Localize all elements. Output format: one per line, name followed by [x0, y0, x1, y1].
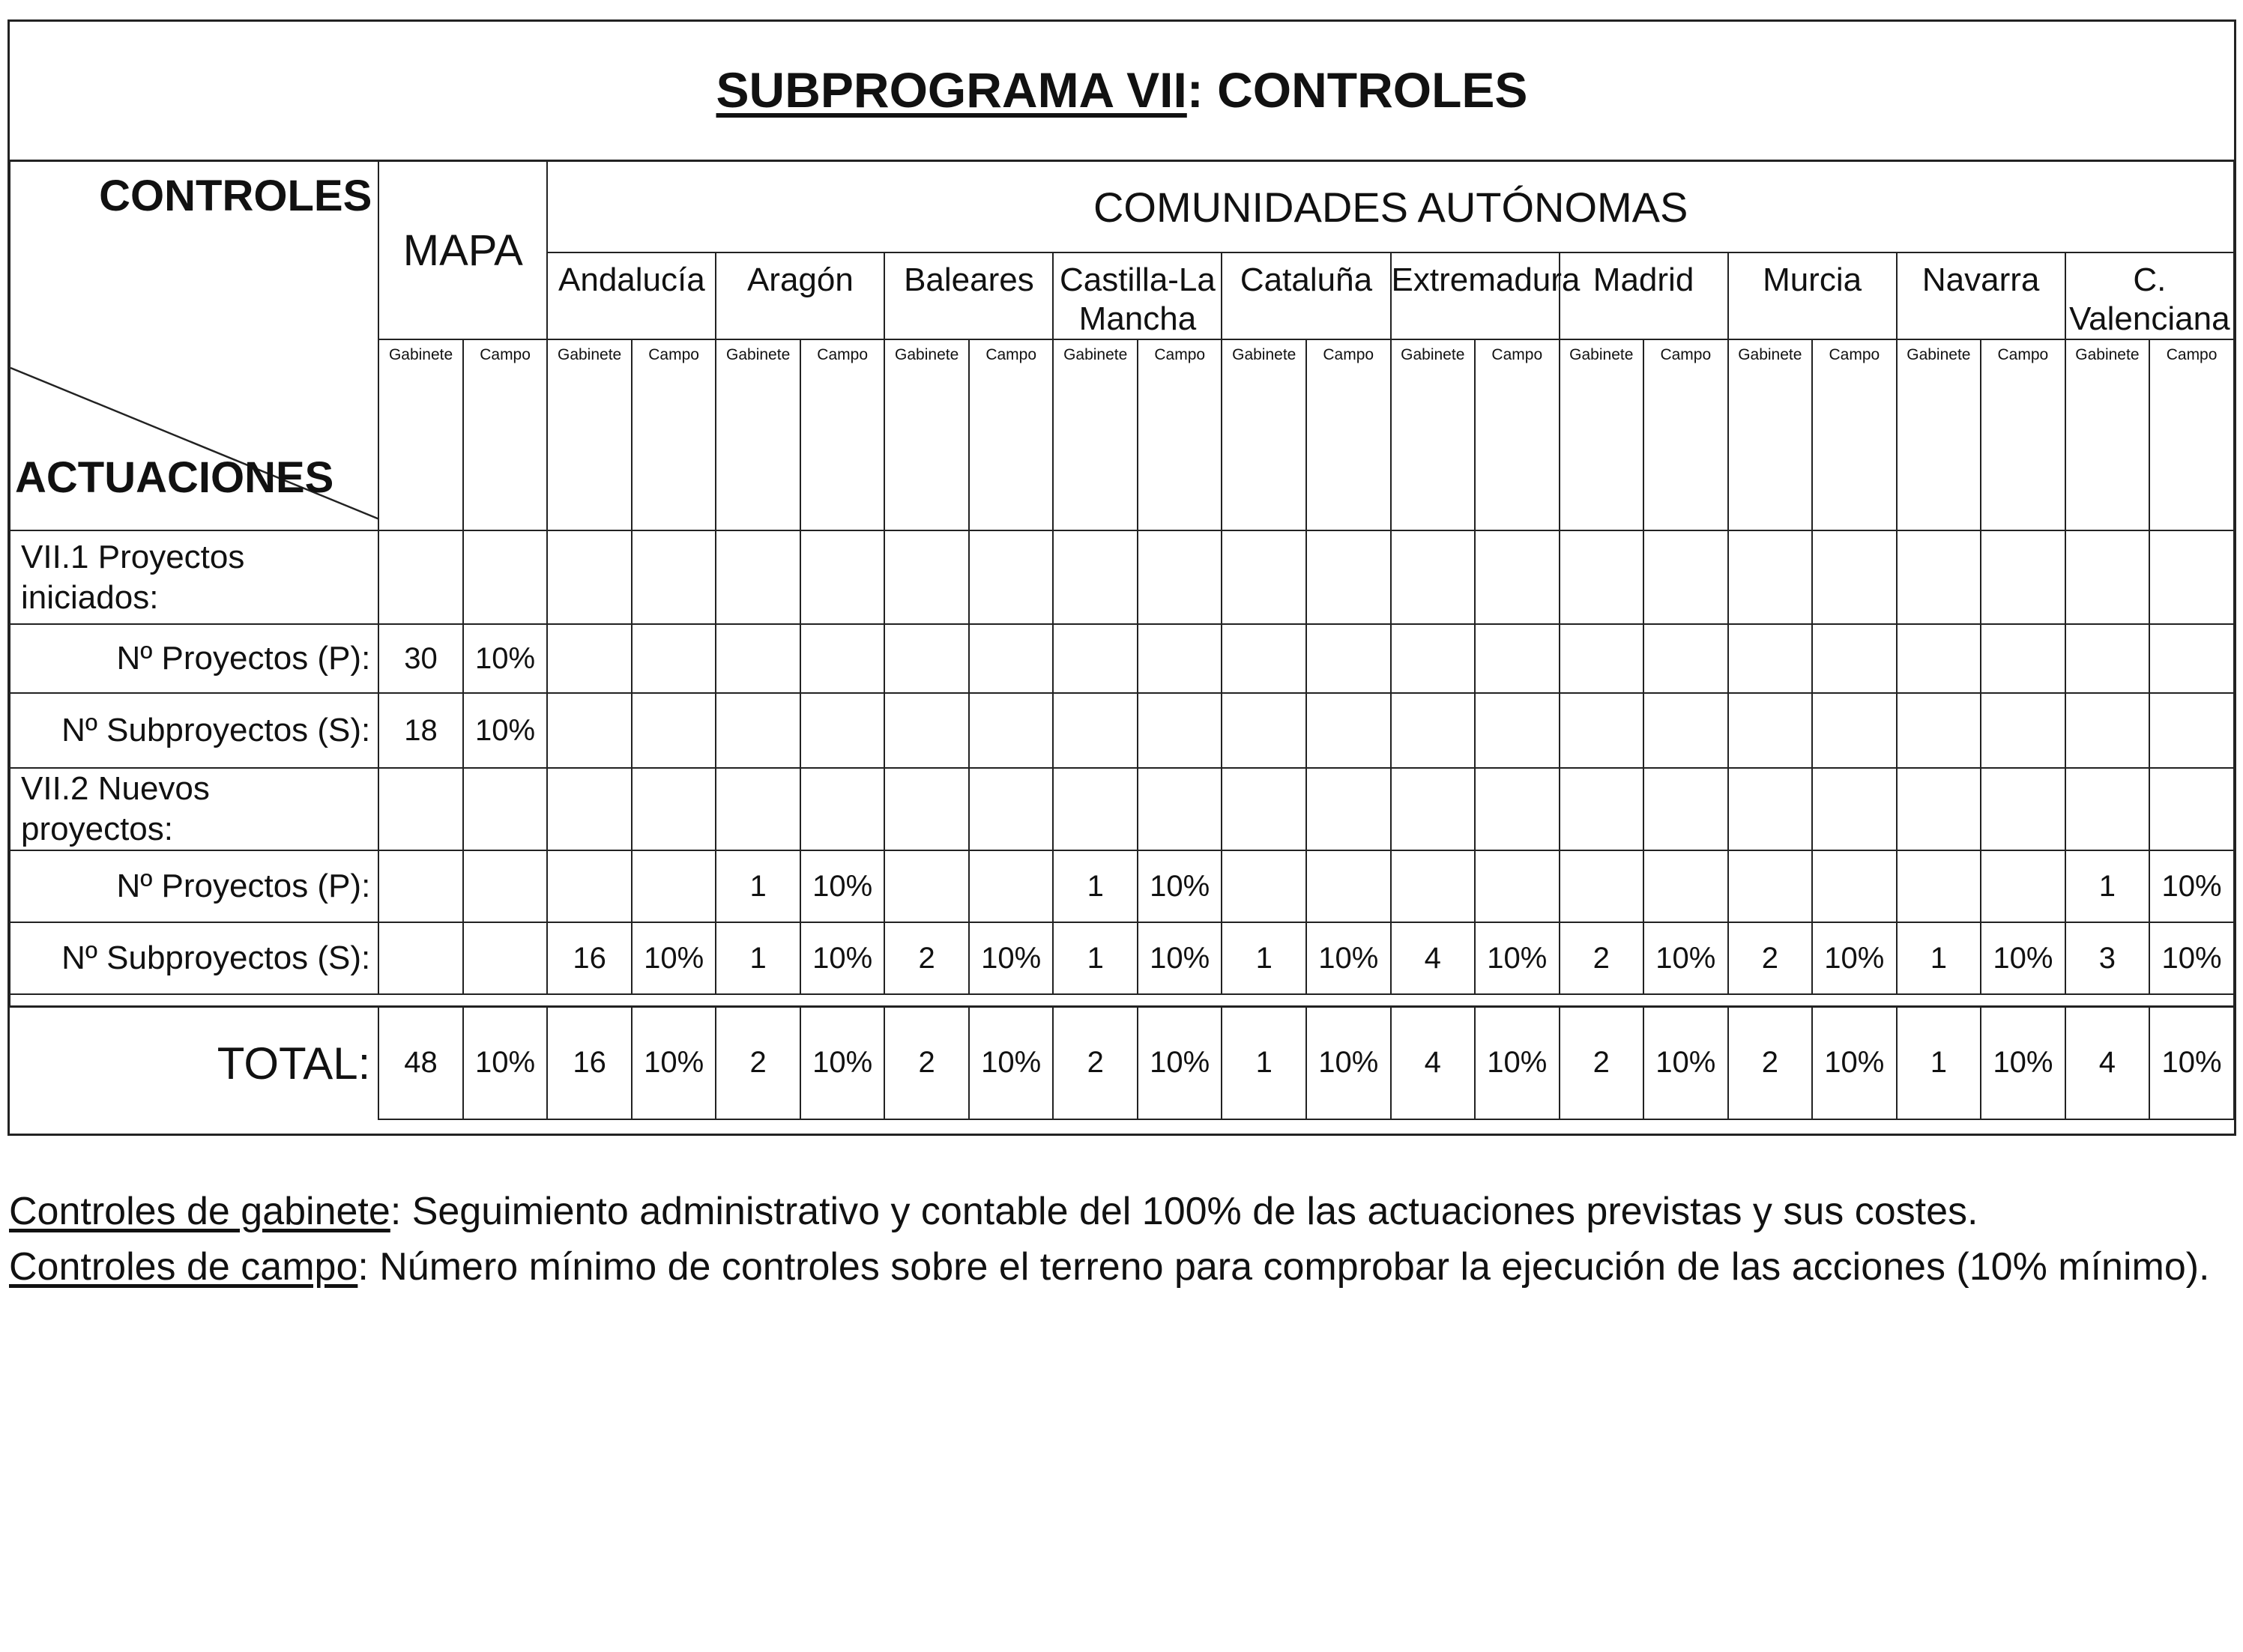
cell-campo — [632, 693, 716, 768]
cell-gabinete: 1 — [1222, 922, 1306, 994]
cell-campo — [2149, 693, 2234, 768]
cell-gabinete — [378, 768, 463, 850]
subheader-campo: Campo — [1138, 339, 1222, 530]
note-campo-text: : Número mínimo de controles sobre el terreno para comprobar la ejecución de las acciones (10% mínimo). — [357, 1245, 2210, 1289]
total-gabinete: 4 — [2065, 1007, 2150, 1119]
table-row — [10, 624, 2234, 693]
region-header: Aragón — [716, 252, 884, 339]
region-header: Cataluña — [1222, 252, 1390, 339]
cell-gabinete — [1897, 850, 1981, 922]
cell-campo — [632, 530, 716, 624]
total-gabinete: 2 — [884, 1007, 969, 1119]
cell-campo — [969, 693, 1054, 768]
table-row — [10, 693, 2234, 768]
subheader-gabinete: Gabinete — [1728, 339, 1813, 530]
cell-gabinete — [1222, 850, 1306, 922]
section-row — [10, 530, 2234, 624]
cell-campo — [1981, 768, 2065, 850]
region-header: Andalucía — [547, 252, 716, 339]
region-header: Navarra — [1897, 252, 2065, 339]
cell-gabinete: 2 — [1560, 922, 1644, 994]
cell-campo — [1138, 530, 1222, 624]
cell-gabinete: 1 — [1897, 922, 1981, 994]
cell-campo — [1306, 530, 1391, 624]
cell-gabinete — [1728, 693, 1813, 768]
cell-campo: 10% — [463, 693, 548, 768]
row-label: VII.1 Proyectos iniciados: — [10, 530, 378, 624]
cell-campo: 10% — [463, 624, 548, 693]
total-gabinete: 1 — [1897, 1007, 1981, 1119]
cell-gabinete — [716, 768, 800, 850]
cell-gabinete — [2065, 693, 2150, 768]
cell-gabinete — [1053, 530, 1138, 624]
subheader-campo: Campo — [1306, 339, 1391, 530]
cell-campo: 10% — [1138, 850, 1222, 922]
total-campo: 10% — [1981, 1007, 2065, 1119]
cell-gabinete — [378, 850, 463, 922]
cell-gabinete — [1391, 850, 1476, 922]
cell-campo: 10% — [2149, 850, 2234, 922]
cell-gabinete — [2065, 530, 2150, 624]
cell-gabinete — [547, 768, 632, 850]
cell-campo — [1981, 693, 2065, 768]
subheader-gabinete: Gabinete — [1560, 339, 1644, 530]
total-row — [10, 1007, 2234, 1119]
region-header: Baleares — [884, 252, 1053, 339]
subheader-gabinete: Gabinete — [547, 339, 632, 530]
cell-gabinete — [884, 693, 969, 768]
cell-campo — [1306, 624, 1391, 693]
cell-campo — [969, 850, 1054, 922]
subheader-gabinete: Gabinete — [716, 339, 800, 530]
cell-gabinete — [547, 693, 632, 768]
cell-campo: 10% — [1981, 922, 2065, 994]
cell-gabinete: 1 — [716, 850, 800, 922]
total-label: TOTAL: — [10, 1007, 378, 1119]
cell-gabinete — [1560, 693, 1644, 768]
cell-campo — [800, 768, 885, 850]
cell-campo — [1643, 530, 1728, 624]
subheader-campo: Campo — [2149, 339, 2234, 530]
cell-gabinete — [1391, 768, 1476, 850]
total-gabinete: 1 — [1222, 1007, 1306, 1119]
cell-gabinete — [884, 850, 969, 922]
cell-campo — [463, 922, 548, 994]
row-label: Nº Proyectos (P): — [10, 850, 378, 922]
cell-gabinete: 1 — [2065, 850, 2150, 922]
cell-campo — [2149, 624, 2234, 693]
cell-campo — [1981, 850, 2065, 922]
cell-gabinete — [1897, 530, 1981, 624]
cell-campo — [1812, 530, 1897, 624]
cell-campo — [632, 850, 716, 922]
cell-gabinete — [884, 624, 969, 693]
cell-campo: 10% — [2149, 922, 2234, 994]
cell-campo — [800, 530, 885, 624]
row-label: Nº Subproyectos (S): — [10, 693, 378, 768]
cell-gabinete — [1391, 693, 1476, 768]
row-label: VII.2 Nuevos proyectos: — [10, 768, 378, 850]
cell-gabinete — [1897, 693, 1981, 768]
title-subprogram: SUBPROGRAMA VII — [716, 61, 1187, 118]
corner-controles: CONTROLES — [99, 172, 372, 220]
subheader-campo: Campo — [1475, 339, 1560, 530]
section-row — [10, 768, 2234, 850]
cell-campo — [1812, 693, 1897, 768]
subheader-gabinete: Gabinete — [1391, 339, 1476, 530]
cell-campo — [1812, 624, 1897, 693]
note-gabinete — [9, 1184, 2227, 1239]
cell-campo — [1475, 850, 1560, 922]
cell-campo — [463, 768, 548, 850]
cell-campo — [1475, 768, 1560, 850]
cell-campo — [463, 530, 548, 624]
note-gabinete-term: Controles de gabinete — [9, 1190, 390, 1233]
cell-campo: 10% — [1306, 922, 1391, 994]
cell-campo: 10% — [1812, 922, 1897, 994]
cell-gabinete: 4 — [1391, 922, 1476, 994]
cell-gabinete: 16 — [547, 922, 632, 994]
cell-campo — [969, 530, 1054, 624]
cell-campo: 10% — [800, 850, 885, 922]
subheader-campo: Campo — [969, 339, 1054, 530]
cell-campo — [1643, 693, 1728, 768]
cell-gabinete — [1560, 768, 1644, 850]
cell-gabinete — [1053, 693, 1138, 768]
cell-gabinete — [1560, 530, 1644, 624]
cell-gabinete — [884, 768, 969, 850]
subheader-gabinete: Gabinete — [2065, 339, 2150, 530]
cell-gabinete — [1560, 624, 1644, 693]
separator-row — [10, 994, 2234, 1007]
total-campo: 10% — [2149, 1007, 2234, 1119]
table-row — [10, 922, 2234, 994]
cell-campo — [1812, 768, 1897, 850]
total-campo: 10% — [1138, 1007, 1222, 1119]
total-gabinete: 2 — [1728, 1007, 1813, 1119]
cell-campo — [1138, 693, 1222, 768]
region-header: Madrid — [1560, 252, 1728, 339]
cell-campo: 10% — [1643, 922, 1728, 994]
cell-campo — [1138, 624, 1222, 693]
cell-gabinete: 2 — [884, 922, 969, 994]
cell-gabinete — [378, 530, 463, 624]
cell-campo: 10% — [1138, 922, 1222, 994]
total-gabinete: 2 — [1560, 1007, 1644, 1119]
subheader-campo: Campo — [800, 339, 885, 530]
total-gabinete: 16 — [547, 1007, 632, 1119]
total-campo: 10% — [1643, 1007, 1728, 1119]
cell-campo — [1812, 850, 1897, 922]
cell-gabinete — [547, 850, 632, 922]
row-label: Nº Subproyectos (S): — [10, 922, 378, 994]
table-row — [10, 850, 2234, 922]
cell-gabinete — [1897, 768, 1981, 850]
cell-campo — [463, 850, 548, 922]
cell-gabinete — [1391, 624, 1476, 693]
cell-campo — [800, 693, 885, 768]
cell-gabinete — [1728, 530, 1813, 624]
cell-gabinete — [1728, 624, 1813, 693]
total-campo: 10% — [800, 1007, 885, 1119]
subheader-gabinete: Gabinete — [884, 339, 969, 530]
subheader-gabinete: Gabinete — [378, 339, 463, 530]
cell-gabinete — [547, 530, 632, 624]
total-gabinete: 2 — [716, 1007, 800, 1119]
corner-actuaciones: ACTUACIONES — [15, 453, 334, 502]
cell-gabinete — [1560, 850, 1644, 922]
cell-campo — [1306, 693, 1391, 768]
note-campo — [9, 1239, 2227, 1295]
total-gabinete: 48 — [378, 1007, 463, 1119]
header-mapa: MAPA — [378, 161, 547, 339]
region-header: Castilla-La Mancha — [1053, 252, 1222, 339]
cell-gabinete — [1222, 530, 1306, 624]
subheader-gabinete: Gabinete — [1897, 339, 1981, 530]
cell-campo — [2149, 530, 2234, 624]
cell-gabinete — [716, 530, 800, 624]
cell-campo — [1643, 624, 1728, 693]
region-header: Murcia — [1728, 252, 1897, 339]
cell-campo — [800, 624, 885, 693]
cell-gabinete — [1391, 530, 1476, 624]
cell-gabinete — [1728, 768, 1813, 850]
cell-gabinete — [378, 922, 463, 994]
cell-gabinete — [884, 530, 969, 624]
cell-gabinete — [1222, 768, 1306, 850]
cell-gabinete — [1222, 693, 1306, 768]
cell-campo — [1306, 768, 1391, 850]
subheader-gabinete: Gabinete — [1222, 339, 1306, 530]
cell-campo — [632, 624, 716, 693]
cell-gabinete: 18 — [378, 693, 463, 768]
note-campo-term: Controles de campo — [9, 1245, 358, 1289]
cell-gabinete — [2065, 624, 2150, 693]
row-label: Nº Proyectos (P): — [10, 624, 378, 693]
cell-campo: 10% — [632, 922, 716, 994]
note-gabinete-text: : Seguimiento administrativo y contable del 100% de las actuaciones previstas y sus costes. — [390, 1190, 1978, 1233]
cell-gabinete — [2065, 768, 2150, 850]
header-ccaa: COMUNIDADES AUTÓNOMAS — [547, 161, 2234, 252]
cell-gabinete — [1053, 624, 1138, 693]
cell-campo — [1643, 850, 1728, 922]
subheader-gabinete: Gabinete — [1053, 339, 1138, 530]
cell-campo: 10% — [1475, 922, 1560, 994]
cell-campo — [1475, 530, 1560, 624]
total-campo: 10% — [1812, 1007, 1897, 1119]
cell-gabinete — [1728, 850, 1813, 922]
subheader-campo: Campo — [463, 339, 548, 530]
cell-campo — [1981, 530, 2065, 624]
region-header: Extremadura — [1391, 252, 1560, 339]
cell-campo: 10% — [969, 922, 1054, 994]
cell-gabinete: 1 — [716, 922, 800, 994]
total-campo: 10% — [632, 1007, 716, 1119]
total-campo: 10% — [463, 1007, 548, 1119]
region-header: C. Valenciana — [2065, 252, 2234, 339]
cell-campo — [969, 768, 1054, 850]
total-campo: 10% — [1475, 1007, 1560, 1119]
cell-gabinete: 30 — [378, 624, 463, 693]
cell-gabinete — [1053, 768, 1138, 850]
header-row-top — [10, 161, 2234, 252]
cell-gabinete — [547, 624, 632, 693]
controls-table — [9, 160, 2235, 1120]
cell-campo — [2149, 768, 2234, 850]
cell-campo — [1475, 693, 1560, 768]
total-gabinete: 4 — [1391, 1007, 1476, 1119]
cell-gabinete: 3 — [2065, 922, 2150, 994]
total-campo: 10% — [969, 1007, 1054, 1119]
cell-gabinete — [716, 624, 800, 693]
cell-campo — [1306, 850, 1391, 922]
cell-gabinete: 1 — [1053, 922, 1138, 994]
title-rest: : CONTROLES — [1186, 61, 1528, 118]
subheader-campo: Campo — [1981, 339, 2065, 530]
cell-campo — [1643, 768, 1728, 850]
corner-header — [10, 161, 378, 530]
total-gabinete: 2 — [1053, 1007, 1138, 1119]
cell-gabinete: 2 — [1728, 922, 1813, 994]
cell-campo: 10% — [800, 922, 885, 994]
subheader-campo: Campo — [1812, 339, 1897, 530]
subheader-campo: Campo — [632, 339, 716, 530]
cell-campo — [1475, 624, 1560, 693]
cell-gabinete — [1897, 624, 1981, 693]
cell-gabinete: 1 — [1053, 850, 1138, 922]
cell-campo — [969, 624, 1054, 693]
separator-cell — [10, 994, 2234, 1007]
page-title — [7, 19, 2236, 162]
cell-campo — [1138, 768, 1222, 850]
footnotes — [9, 1184, 2227, 1295]
total-campo: 10% — [1306, 1007, 1391, 1119]
cell-campo — [1981, 624, 2065, 693]
cell-campo — [632, 768, 716, 850]
subheader-campo: Campo — [1643, 339, 1728, 530]
cell-gabinete — [716, 693, 800, 768]
cell-gabinete — [1222, 624, 1306, 693]
